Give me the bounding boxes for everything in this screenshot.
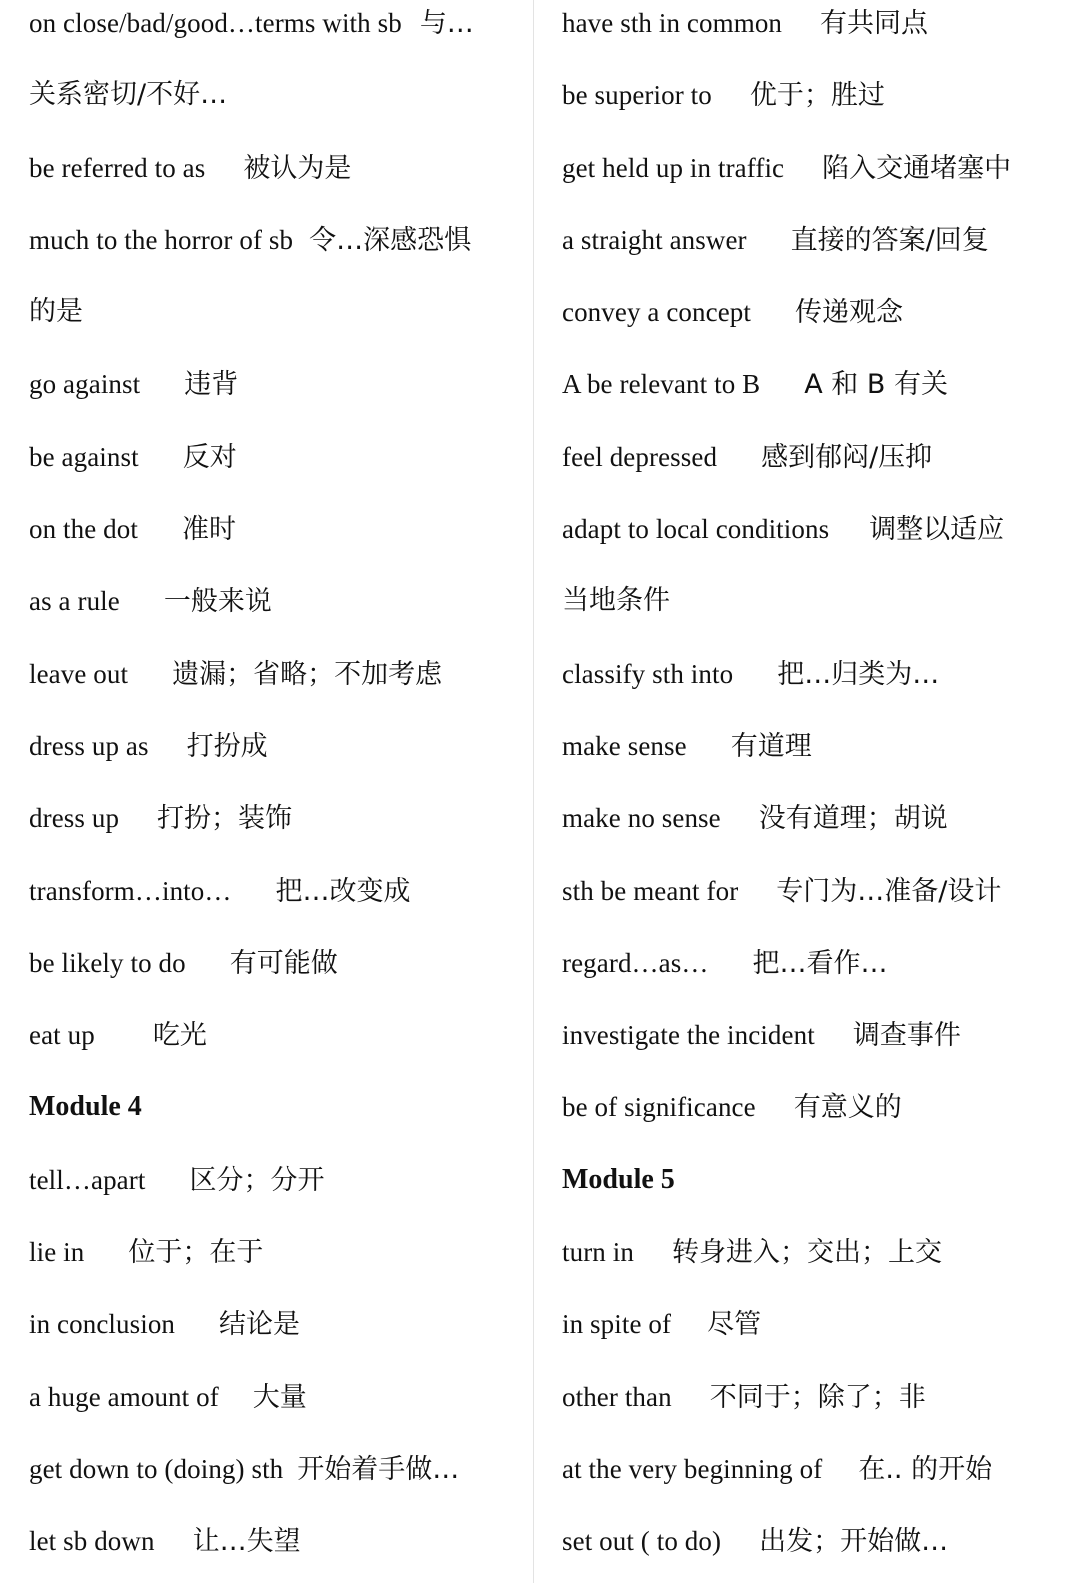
chinese-meaning: 令…深感恐惧 [309,224,472,256]
chinese-meaning: 转身进入；交出；上交 [671,1237,942,1269]
english-phrase: be likely to do [29,947,186,978]
chinese-meaning: 位于；在于 [128,1237,264,1269]
vocab-entry [562,204,1062,276]
vocab-entry [29,1433,519,1505]
english-phrase: lie in [29,1237,85,1268]
english-phrase: be superior to [562,80,712,111]
english-phrase: regard…as… [562,947,709,978]
vocab-entry [562,1071,1062,1143]
vocab-entry [562,565,1062,637]
english-phrase: on the dot [29,514,138,545]
english-phrase: have sth in common [562,8,783,38]
vocab-entry [29,59,519,131]
chinese-meaning: 把…改变成 [275,875,411,907]
chinese-meaning: 把…归类为… [777,658,940,690]
vocab-entry [29,1288,519,1360]
vocab-entry [29,927,519,999]
vocab-entry [29,1361,519,1433]
english-phrase: classify sth into [562,658,734,689]
english-phrase: be referred to as [29,152,206,183]
chinese-meaning: 一般来说 [163,586,272,618]
english-phrase: feel depressed [562,441,718,472]
vocab-entry [29,204,519,276]
vocab-entry [29,999,519,1071]
vocab-entry [562,638,1062,710]
chinese-meaning: 结论是 [219,1309,301,1341]
vocab-entry [29,565,519,637]
vocab-entry [562,1505,1062,1577]
english-phrase: turn in [562,1237,634,1268]
chinese-meaning: 关系密切/不好… [29,79,228,111]
english-phrase: convey a concept [562,297,752,328]
left-column [29,0,519,1578]
module-heading [562,1144,1062,1216]
chinese-meaning: A 和 B 有关 [804,369,948,401]
vocab-entry [562,1216,1062,1288]
vocab-entry [29,638,519,710]
chinese-meaning: 把…看作… [752,947,888,979]
english-phrase: a huge amount of [29,1381,219,1412]
english-phrase: a straight answer [562,224,747,255]
vocab-entry [29,1505,519,1577]
vocab-entry [29,855,519,927]
vocab-entry [29,421,519,493]
right-column [562,0,1062,1578]
english-phrase: eat up [29,1020,95,1051]
english-phrase: set out ( to do) [562,1526,722,1557]
chinese-meaning: 陷入交通堵塞中 [822,152,1012,184]
vocab-entry [29,493,519,565]
chinese-meaning: 有可能做 [229,947,338,979]
chinese-meaning: 不同于；除了；非 [709,1381,926,1413]
chinese-meaning: 优于；胜过 [749,80,885,112]
chinese-meaning: 违背 [184,369,239,401]
vocab-entry [562,493,1062,565]
english-phrase: dress up as [29,730,149,761]
vocab-entry [562,855,1062,927]
english-phrase: adapt to local conditions [562,514,830,545]
vocab-entry [562,999,1062,1071]
english-phrase: A be relevant to B [562,369,761,400]
chinese-meaning: 区分；分开 [189,1164,325,1196]
english-phrase: much to the horror of sb [29,224,294,255]
chinese-meaning: 大量 [252,1381,307,1413]
english-phrase: go against [29,369,141,400]
chinese-meaning: 让…失望 [192,1526,301,1558]
chinese-meaning: 的是 [29,296,83,328]
vocab-entry [29,348,519,420]
vocab-entry [29,276,519,348]
chinese-meaning: 有共同点 [820,8,929,39]
english-phrase: as a rule [29,586,120,617]
english-phrase: tell…apart [29,1164,146,1195]
chinese-meaning: 开始着手做… [297,1453,460,1485]
vocab-entry [562,1288,1062,1360]
chinese-meaning: 吃光 [152,1020,207,1052]
chinese-meaning: 有意义的 [793,1092,902,1124]
vocab-entry [562,927,1062,999]
vocab-entry [29,1144,519,1216]
vocab-entry [562,421,1062,493]
chinese-meaning: 在.. 的开始 [858,1453,993,1485]
chinese-meaning: 反对 [182,441,237,473]
column-divider [533,0,534,1583]
vocab-entry [562,276,1062,348]
chinese-meaning: 出发；开始做… [759,1526,949,1558]
chinese-meaning: 直接的答案/回复 [790,224,989,256]
english-phrase: sth be meant for [562,875,739,906]
chinese-meaning: 调整以适应 [869,514,1005,546]
vocab-entry [562,348,1062,420]
chinese-meaning: 与… [419,8,474,39]
vocab-entry [29,710,519,782]
english-phrase: in spite of [562,1309,672,1340]
english-phrase: other than [562,1381,672,1412]
vocab-entry [562,132,1062,204]
vocab-entry [29,0,519,59]
english-phrase: investigate the incident [562,1020,815,1051]
vocab-entry [29,782,519,854]
chinese-meaning: 准时 [182,514,236,546]
chinese-meaning: 当地条件 [562,585,670,617]
chinese-meaning: 打扮；装饰 [157,803,293,835]
chinese-meaning: 没有道理；胡说 [758,803,948,835]
chinese-meaning: 专门为…准备/设计 [776,875,1002,907]
english-phrase: get held up in traffic [562,152,785,183]
english-phrase: dress up [29,803,120,834]
english-phrase: leave out [29,658,129,689]
module-heading-text: Module 5 [562,1163,675,1195]
module-heading [29,1071,519,1143]
chinese-meaning: 有道理 [730,730,812,762]
english-phrase: on close/bad/good…terms with sb [29,8,402,38]
english-phrase: at the very beginning of [562,1453,823,1484]
english-phrase: make sense [562,730,687,761]
module-heading-text: Module 4 [29,1091,142,1123]
chinese-meaning: 被认为是 [243,152,352,184]
vocab-entry [562,1433,1062,1505]
vocab-entry [562,0,1062,59]
chinese-meaning: 尽管 [707,1309,762,1341]
english-phrase: make no sense [562,803,721,834]
english-phrase: transform…into… [29,875,232,906]
english-phrase: be of significance [562,1092,756,1123]
vocab-entry [562,59,1062,131]
chinese-meaning: 打扮成 [186,730,268,762]
vocab-entry [562,710,1062,782]
chinese-meaning: 传递观念 [795,297,904,329]
chinese-meaning: 遗漏；省略；不加考虑 [172,658,443,690]
vocab-entry [29,132,519,204]
chinese-meaning: 感到郁闷/压抑 [761,441,933,473]
vocab-entry [562,782,1062,854]
english-phrase: in conclusion [29,1309,176,1340]
english-phrase: get down to (doing) sth [29,1453,284,1484]
vocab-entry [29,1216,519,1288]
chinese-meaning: 调查事件 [852,1020,961,1052]
english-phrase: let sb down [29,1526,155,1557]
vocab-entry [562,1361,1062,1433]
english-phrase: be against [29,441,139,472]
